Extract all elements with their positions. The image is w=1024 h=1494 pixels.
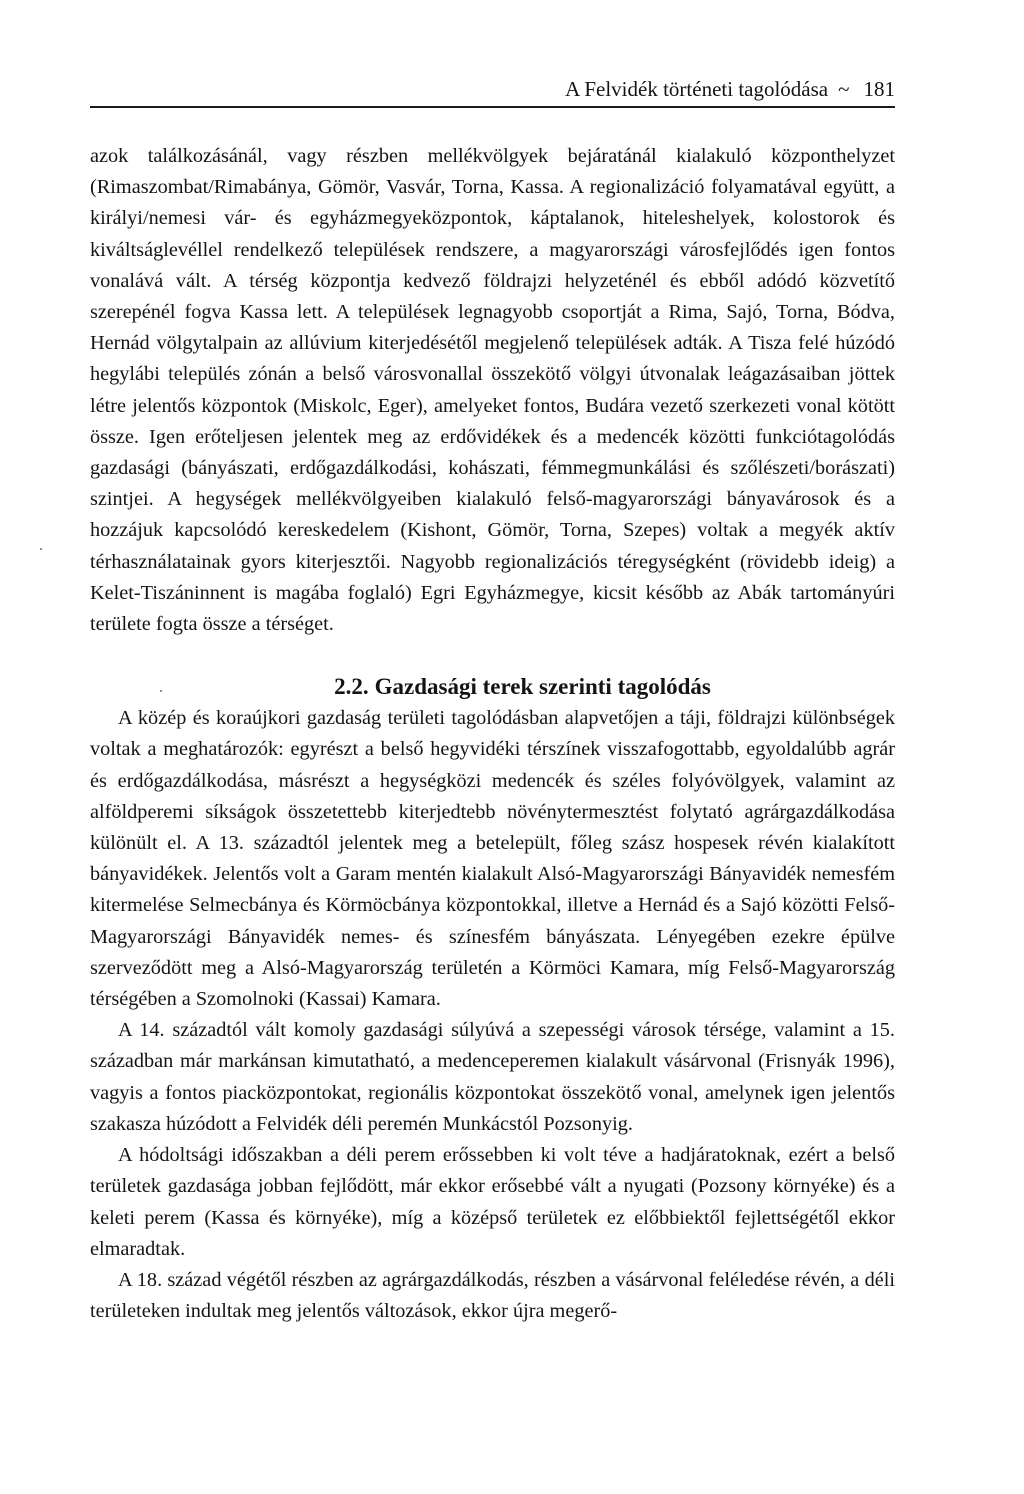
body-paragraph-2: A közép és koraújkori gazdaság területi tagolódásban alapvetőjen a táji, földrajzi különbségek voltak a meghatározók: egyrészt a belső hegyvidéki térszínek visszafogottabb, egyoldalúbb agrár és erdőgazdálkodása, másrészt a hegységközi medencék és széles folyóvölgyek, valamint az alföldperemi síkságok összetettebb kiterjedtebb növénytermesztést folytató agrárgazdálkodása különült el. A 13. századtól jelentek meg a betelepült, főleg szász hospesek révén kialakított bányavidékek. Jelentős volt a Garam mentén kialakult Alsó-Magyarországi Bányavidék nemesfém kitermelése Selmecbánya és Körmöcbánya központokkal, illetve a Hernád és a Sajó közötti Felső-Magyarországi Bányavidék nemes- és színesfém bányászata. Lényegében ezekre épülve szerveződött meg a Alsó-Magyarország területén a Körmöci Kamara, míg Felső-Magyarország térségében a Szomolnoki (Kassai) Kamara. bbox=[90, 707, 895, 1011]
body-paragraph-3: A 14. századtól vált komoly gazdasági súlyúvá a szepességi városok térsége, valamint a 15. században már markánsan kimutatható, a medenceperemen kialakult vásárvonal (Frisnyák 1996), vagyis a fontos piacközpontokat, regionális központokat összekötő vonal, amelynek igen jelentős szakasza húzódott a Felvidék déli peremén Munkácstól Pozsonyig. bbox=[90, 1019, 895, 1135]
section-title: Gazdasági terek szerinti tagolódás bbox=[374, 674, 711, 700]
scan-speck bbox=[160, 690, 162, 692]
section-number: 2.2. bbox=[334, 674, 369, 700]
section-heading bbox=[90, 671, 895, 703]
body-paragraph-4: A hódoltsági időszakban a déli perem erőssebben ki volt téve a hadjáratoknak, ezért a belső területek gazdasága jobban fejlődött, már ekkor erősebbé vált a nyugati (Pozsony környéke) és a keleti perem (Kassa és környéke), míg a középső területek ez előbbiektől fejlettségétől ekkor elmaradtak. bbox=[90, 1144, 895, 1260]
page-body bbox=[90, 141, 895, 1327]
page-number: 181 bbox=[863, 77, 895, 101]
body-paragraph-1: azok találkozásánál, vagy részben mellékvölgyek bejáratánál kialakuló központhelyzet (Rimaszombat/Rimabánya, Gömör, Vasvár, Torna, Kassa. A regionalizáció folyamatával együtt, a királyi/nemesi vár- és egyházmegyeközpontok, káptalanok, hiteleshelyek, kolostorok és kiváltságlevéllel rendelkező települések rendszere, a magyarországi városfejlődés igen fontos vonalává vált. A térség központja kedvező földrajzi helyzeténél és ebből adódó közvetítő szerepénél fogva Kassa lett. A települések legnagyobb csoportját a Rima, Sajó, Torna, Bódva, Hernád völgytalpain az allúvium kiterjedésétől megjelenő települések adták. A Tisza felé húzódó hegylábi település zónán a belső városvonallal összekötő völgyi útvonalak leágazásaiban jöttek létre jelentős központok (Miskolc, Eger), amelyeket fontos, Budára vezető szerkezeti vonal kötött össze. Igen erőteljesen jelentek meg az erdővidékek és a medencék közötti funkciótagolódás gazdasági (bányászati, erdőgazdálkodási, kohászati, fémmegmunkálási és szőlészeti/borászati) szintjei. A hegységek mellékvölgyeiben kialakuló felső-magyarországi bányavárosok és a hozzájuk kapcsolódó kereskedelem (Kishont, Gömör, Torna, Szepes) voltak a megyék aktív térhasználatainak gyors kiterjesztői. Nagyobb regionalizációs téregységként (rövidebb ideig) a Kelet-Tiszáninnent is magába foglaló) Egri Egyházmegye, kicsit később az Abák tartományúri területe fogta össze a térséget. bbox=[90, 145, 895, 636]
book-page bbox=[90, 72, 895, 1327]
scan-speck bbox=[40, 548, 42, 550]
header-separator: ~ bbox=[838, 77, 850, 101]
running-header bbox=[90, 72, 895, 108]
running-title: A Felvidék történeti tagolódása bbox=[565, 77, 829, 101]
body-paragraph-5: A 18. század végétől részben az agrárgazdálkodás, részben a vásárvonal feléledése révén, a déli területeken indultak meg jelentős változások, ekkor újra megerő- bbox=[90, 1268, 895, 1323]
